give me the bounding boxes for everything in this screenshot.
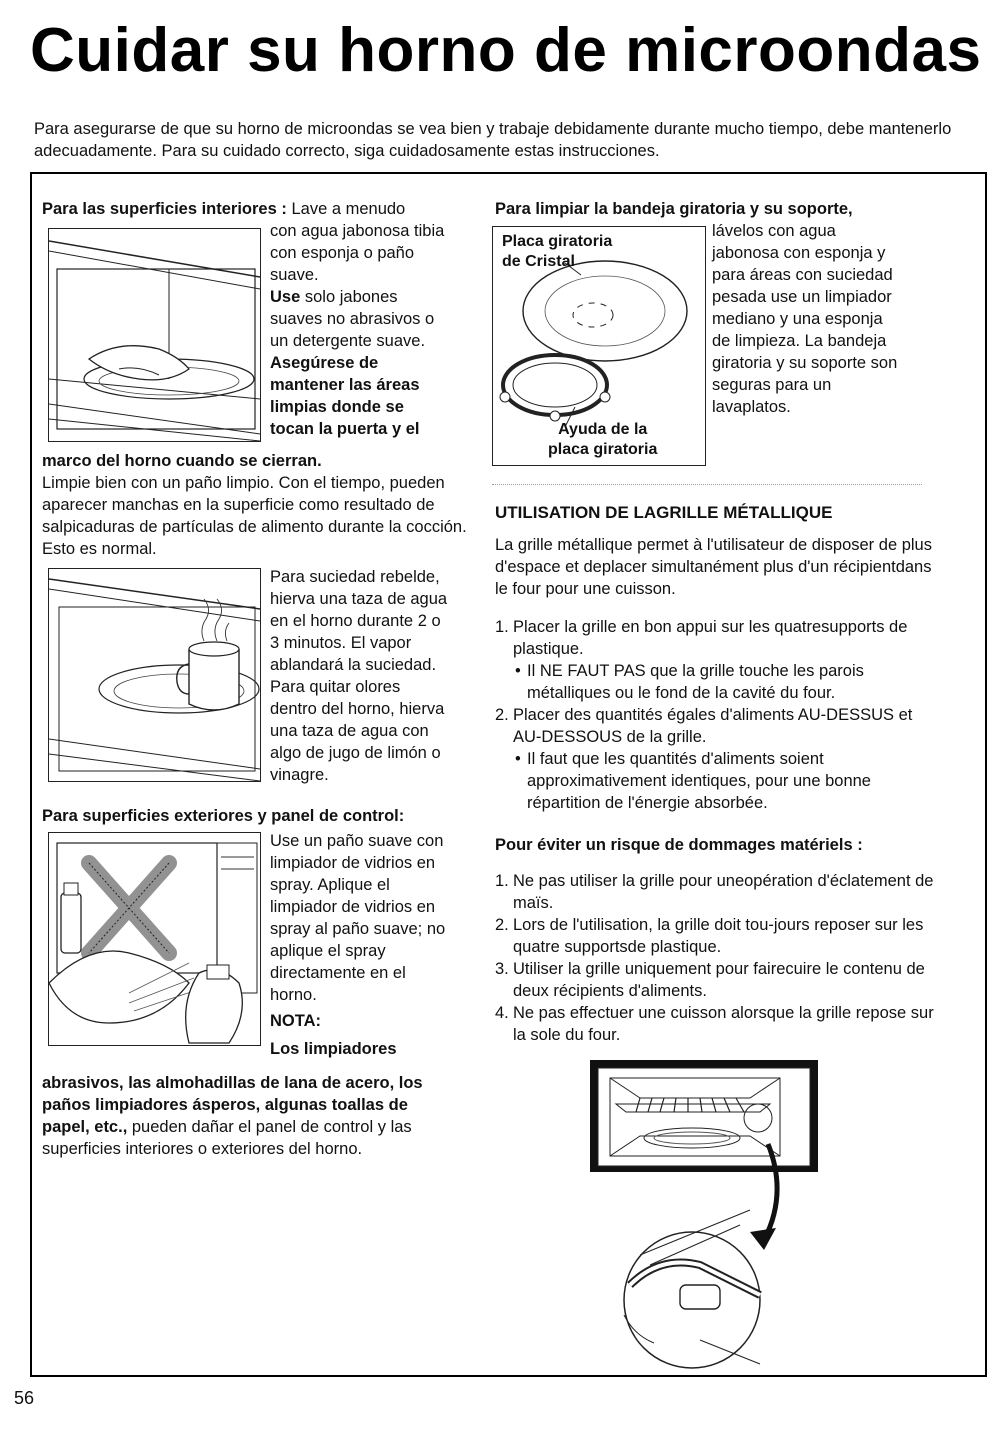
step-number: 3. <box>495 960 509 978</box>
list-item <box>495 1002 935 1046</box>
interior-heading: Para las superficies interiores : <box>42 200 287 218</box>
list-item <box>495 616 935 704</box>
text-line: placa giratoria <box>548 441 658 458</box>
section-divider <box>492 484 922 485</box>
list-item <box>495 958 935 1002</box>
step-number: 1. <box>495 872 509 890</box>
text-line: de Cristal <box>502 253 575 270</box>
risk-heading: Pour éviter un risque de dommages matériels : <box>495 836 863 854</box>
text-line: lavaplatos. <box>712 398 791 416</box>
text-line: para áreas con suciedad <box>712 266 893 284</box>
text-line: 3 minutos. El vapor <box>270 634 412 652</box>
grille-section <box>495 502 935 1046</box>
intro-paragraph: Para asegurarse de que su horno de microondas se vea bien y trabaje debidamente durante mucho tiempo, debe mantenerlo adecuadamente. Para su cuidado correcto, siga cuidadosamente estas instrucciones. <box>34 120 952 160</box>
exterior-section <box>42 805 482 827</box>
text-line: suave. <box>270 266 319 284</box>
text-line: abrasivos, las almohadillas de lana de acero, los <box>42 1074 423 1092</box>
steam-cup-illustration <box>48 568 261 782</box>
text-line: superficies interiores o exteriores del horno. <box>42 1140 363 1158</box>
step-number: 1. <box>495 618 509 636</box>
interior-paragraph: Limpie bien con un paño limpio. Con el tiempo, pueden aparecer manchas en la superficie como resultado de salpicaduras de partículas de alimento durante la cocción. Esto es normal. <box>42 474 467 558</box>
step-text: Ne pas effectuer une cuisson alorsque la grille repose sur la sole du four. <box>513 1004 934 1044</box>
text-line: spray al paño suave; no <box>270 920 446 938</box>
text-line: horno. <box>270 986 317 1004</box>
text-line: limpiador de vidrios en <box>270 898 436 916</box>
text-line: tocan la puerta y el <box>270 420 420 438</box>
tray-heading: Para limpiar la bandeja giratoria y su soporte, <box>495 200 853 218</box>
text-line: mantener las áreas <box>270 376 420 394</box>
text-line: aplique el spray <box>270 942 386 960</box>
step-text: Ne pas utiliser la grille pour uneopération d'éclatement de maïs. <box>513 872 934 912</box>
text-line: mediano y una esponja <box>712 310 883 328</box>
text-line: una taza de agua con <box>270 722 429 740</box>
step-text: Utiliser la grille uniquement pour fairecuire le contenu de deux récipients d'aliments. <box>513 960 925 1000</box>
risk-steps <box>495 870 935 1046</box>
step-text: Placer la grille en bon appui sur les quatresupports de plastique. <box>513 618 908 658</box>
text-line: limpiador de vidrios en <box>270 854 436 872</box>
text-line: con esponja o paño <box>270 244 415 262</box>
grille-heading: UTILISATION DE LAGRILLE MÉTALLIQUE <box>495 503 833 522</box>
text-line: directamente en el <box>270 964 406 982</box>
support-label <box>548 420 657 460</box>
text-line: algo de jugo de limón o <box>270 744 441 762</box>
list-item <box>495 704 935 814</box>
step-bullet: • Il NE FAUT PAS que la grille touche les parois métalliques ou le fond de la cavité du four. <box>513 660 935 704</box>
interior-cleaning-illustration <box>48 228 261 442</box>
text-line: con agua jabonosa tibia <box>270 222 445 240</box>
step-number: 2. <box>495 916 509 934</box>
tray-section <box>495 198 975 220</box>
text-line: spray. Aplique el <box>270 876 390 894</box>
exterior-side-text <box>270 830 480 1060</box>
list-item <box>495 914 935 958</box>
text-line: seguras para un <box>712 376 832 394</box>
text-line: suaves no abrasivos o <box>270 310 435 328</box>
text-line: lávelos con agua <box>712 222 836 240</box>
interior-continued <box>42 450 472 560</box>
steam-text <box>270 566 480 786</box>
exterior-heading: Para superficies exteriores y panel de control: <box>42 807 405 825</box>
step-number: 2. <box>495 706 509 724</box>
text-line: jabonosa con esponja y <box>712 244 886 262</box>
nota-text <box>42 1072 482 1160</box>
step-text: Lors de l'utilisation, la grille doit tou-jours reposer sur les quatre supportsde plastique. <box>513 916 924 956</box>
step-text: Placer des quantités égales d'aliments AU-DESSUS et AU-DESSOUS de la grille. <box>513 706 913 746</box>
grille-paragraph: La grille métallique permet à l'utilisateur de disposer de plus d'espace et deplacer simultanément plus d'un récipientdans le four pour une cuisson. <box>495 536 932 598</box>
interior-section <box>42 198 482 220</box>
text-line: Use un paño suave con <box>270 832 444 850</box>
text-line: dentro del horno, hierva <box>270 700 445 718</box>
nota-label: NOTA: <box>270 1012 322 1030</box>
text-line: un detergente suave. <box>270 332 426 350</box>
interior-side-text <box>270 220 480 440</box>
text-line: Placa giratoria <box>502 233 613 250</box>
text-line: en el horno durante 2 o <box>270 612 441 630</box>
text-line: ablandará la suciedad. <box>270 656 437 674</box>
text-bold: papel, etc., <box>42 1118 128 1136</box>
text-line: vinagre. <box>270 766 329 784</box>
text-line: solo jabones <box>304 288 398 306</box>
text-line: Asegúrese de <box>270 354 379 372</box>
page-number: 56 <box>14 1388 35 1408</box>
list-item <box>495 870 935 914</box>
exterior-spray-illustration <box>48 832 261 1046</box>
grille-illustration <box>580 1060 820 1370</box>
step-number: 4. <box>495 1004 509 1022</box>
text-line: pesada use un limpiador <box>712 288 892 306</box>
tray-side-text <box>712 220 982 418</box>
text-line: Los limpiadores <box>270 1040 397 1058</box>
use-label: Use <box>270 288 301 306</box>
text-line: paños limpiadores ásperos, algunas toallas de <box>42 1096 408 1114</box>
page-title: Cuidar su horno de microondas <box>30 16 982 85</box>
text-line: giratoria y su soporte son <box>712 354 898 372</box>
text-line: Ayuda de la <box>558 421 648 438</box>
tray-label <box>502 232 612 272</box>
text-line: Para quitar olores <box>270 678 401 696</box>
grille-steps <box>495 616 935 814</box>
interior-line: Lave a menudo <box>291 200 406 218</box>
step-bullet: • Il faut que les quantités d'aliments soient approximativement identiques, pour une bonne répartition de l'énergie absorbée. <box>513 748 935 814</box>
text-line: de limpieza. La bandeja <box>712 332 887 350</box>
text-line: limpias donde se <box>270 398 404 416</box>
text-line: pueden dañar el panel de control y las <box>131 1118 412 1136</box>
text-line: marco del horno cuando se cierran. <box>42 452 322 470</box>
text-line: Para suciedad rebelde, <box>270 568 440 586</box>
text-line: hierva una taza de agua <box>270 590 448 608</box>
